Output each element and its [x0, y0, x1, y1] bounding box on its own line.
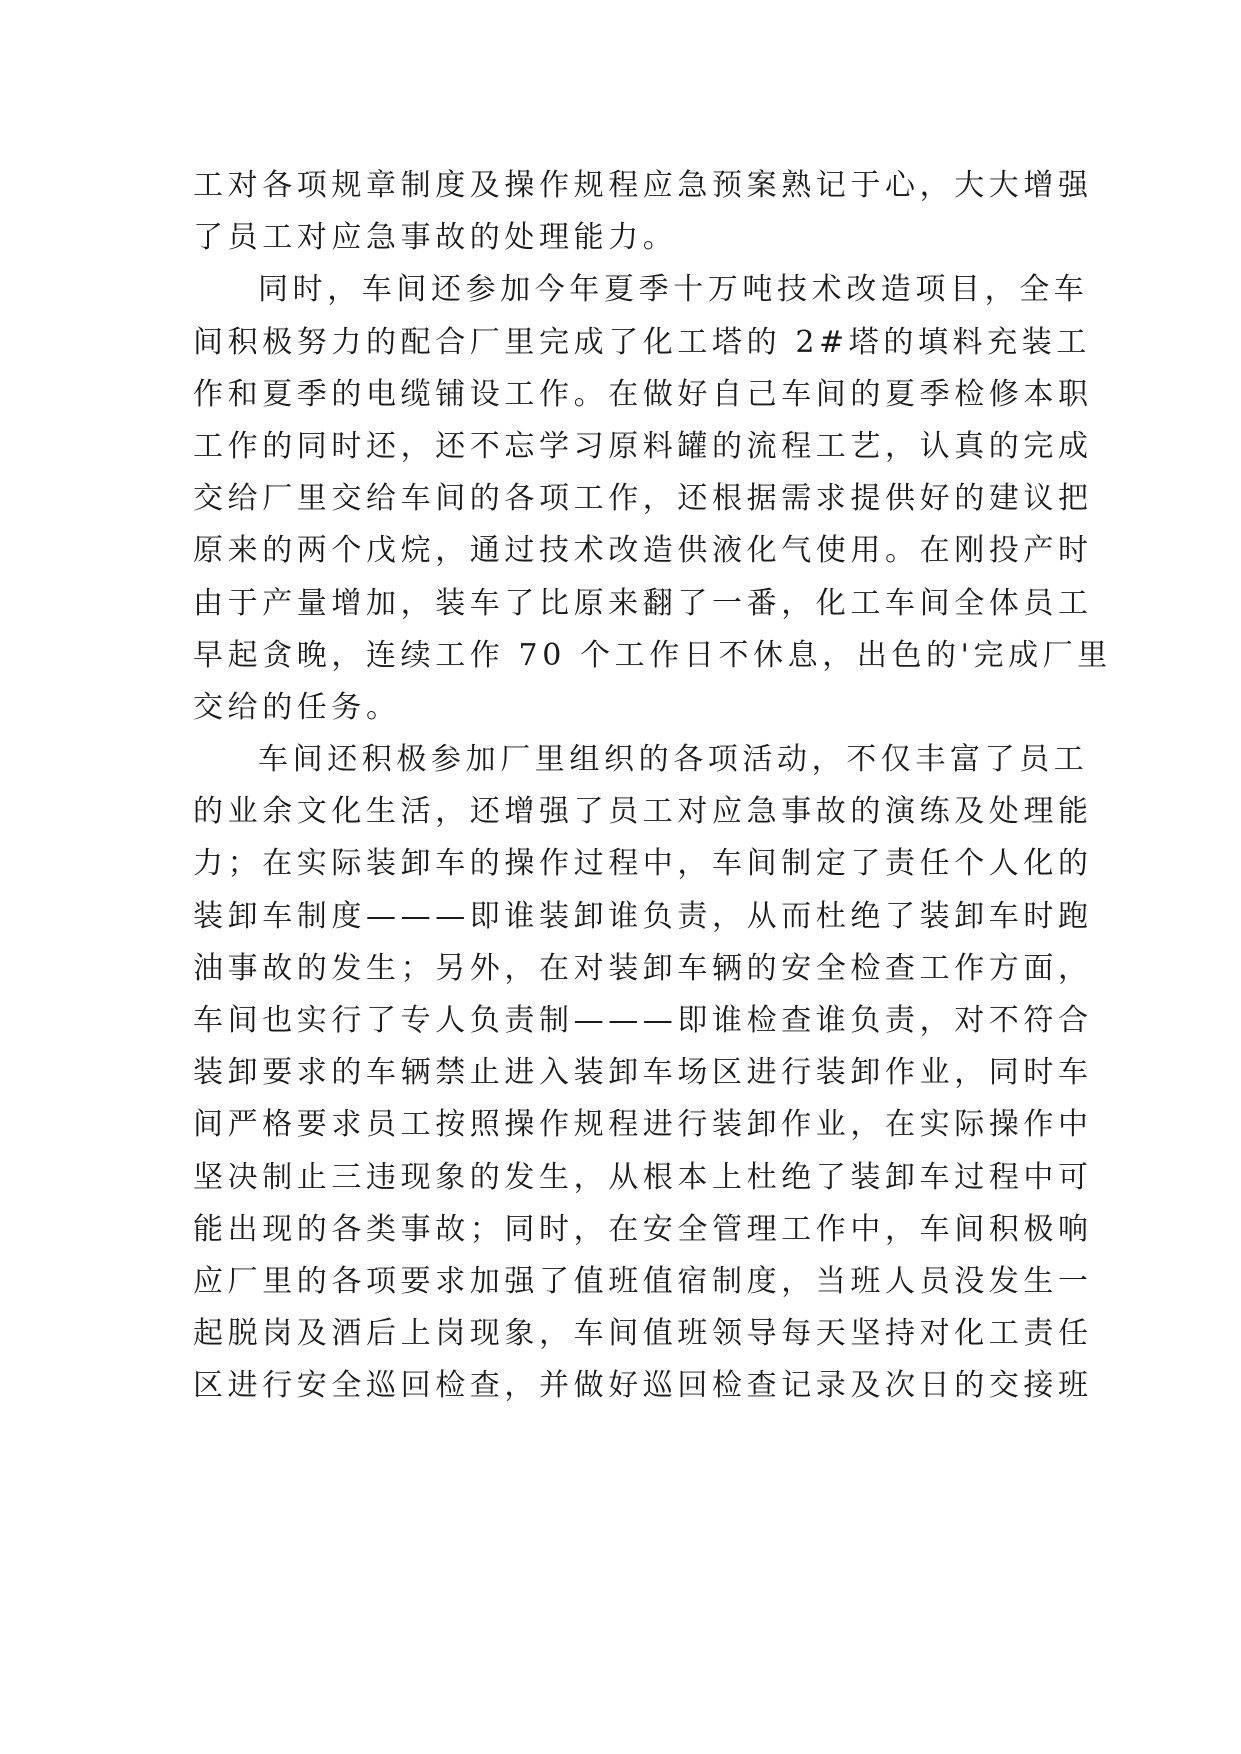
text-line: 工作的同时还，还不忘学习原料罐的流程工艺，认真的完成	[193, 428, 1093, 464]
text-line: 由于产量增加，装车了比原来翻了一番，化工车间全体员工	[193, 585, 1093, 621]
text-line: 装卸车制度———即谁装卸谁负责，从而杜绝了装卸车时跑	[193, 898, 1093, 934]
text-line: 区进行安全巡回检查，并做好巡回检查记录及次日的交接班	[193, 1368, 1093, 1404]
text-line: 的业余文化生活，还增强了员工对应急事故的演练及处理能	[193, 794, 1093, 830]
text-line: 起脱岗及酒后上岗现象，车间值班领导每天坚持对化工责任	[193, 1316, 1093, 1352]
text-line: 坚决制止三违现象的发生，从根本上杜绝了装卸车过程中可	[193, 1159, 1093, 1195]
paragraph-first-line: 同时，车间还参加今年夏季十万吨技术改造项目，全车	[258, 272, 1089, 308]
text-line: 力；在实际装卸车的操作过程中，车间制定了责任个人化的	[193, 846, 1093, 882]
text-line: 作和夏季的电缆铺设工作。在做好自己车间的夏季检修本职	[193, 376, 1093, 412]
text-line: 原来的两个戊烷，通过技术改造供液化气使用。在刚投产时	[193, 533, 1093, 569]
text-line: 油事故的发生；另外，在对装卸车辆的安全检查工作方面，	[193, 950, 1093, 986]
paragraph-first-line: 车间还积极参加厂里组织的各项活动，不仅丰富了员工	[258, 742, 1089, 778]
document-body	[193, 160, 1112, 1413]
text-line: 间积极努力的配合厂里完成了化工塔的 2#塔的填料充装工	[193, 324, 1091, 360]
text-line: 能出现的各类事故；同时，在安全管理工作中，车间积极响	[193, 1211, 1093, 1247]
text-line: 交给的任务。	[193, 689, 401, 725]
text-line: 应厂里的各项要求加强了值班值宿制度，当班人员没发生一	[193, 1263, 1093, 1299]
text-line: 早起贪晚，连续工作 70 个工作日不休息，出色的'完成厂里	[193, 637, 1112, 673]
text-line: 了员工对应急事故的处理能力。	[193, 220, 678, 256]
text-line: 工对各项规章制度及操作规程应急预案熟记于心，大大增强	[193, 168, 1093, 203]
text-line: 交给厂里交给车间的各项工作，还根据需求提供好的建议把	[193, 481, 1093, 517]
text-line: 装卸要求的车辆禁止进入装卸车场区进行装卸作业，同时车	[193, 1055, 1093, 1091]
text-line: 间严格要求员工按照操作规程进行装卸作业，在实际操作中	[193, 1107, 1093, 1143]
text-line: 车间也实行了专人负责制———即谁检查谁负责，对不符合	[193, 1003, 1093, 1038]
